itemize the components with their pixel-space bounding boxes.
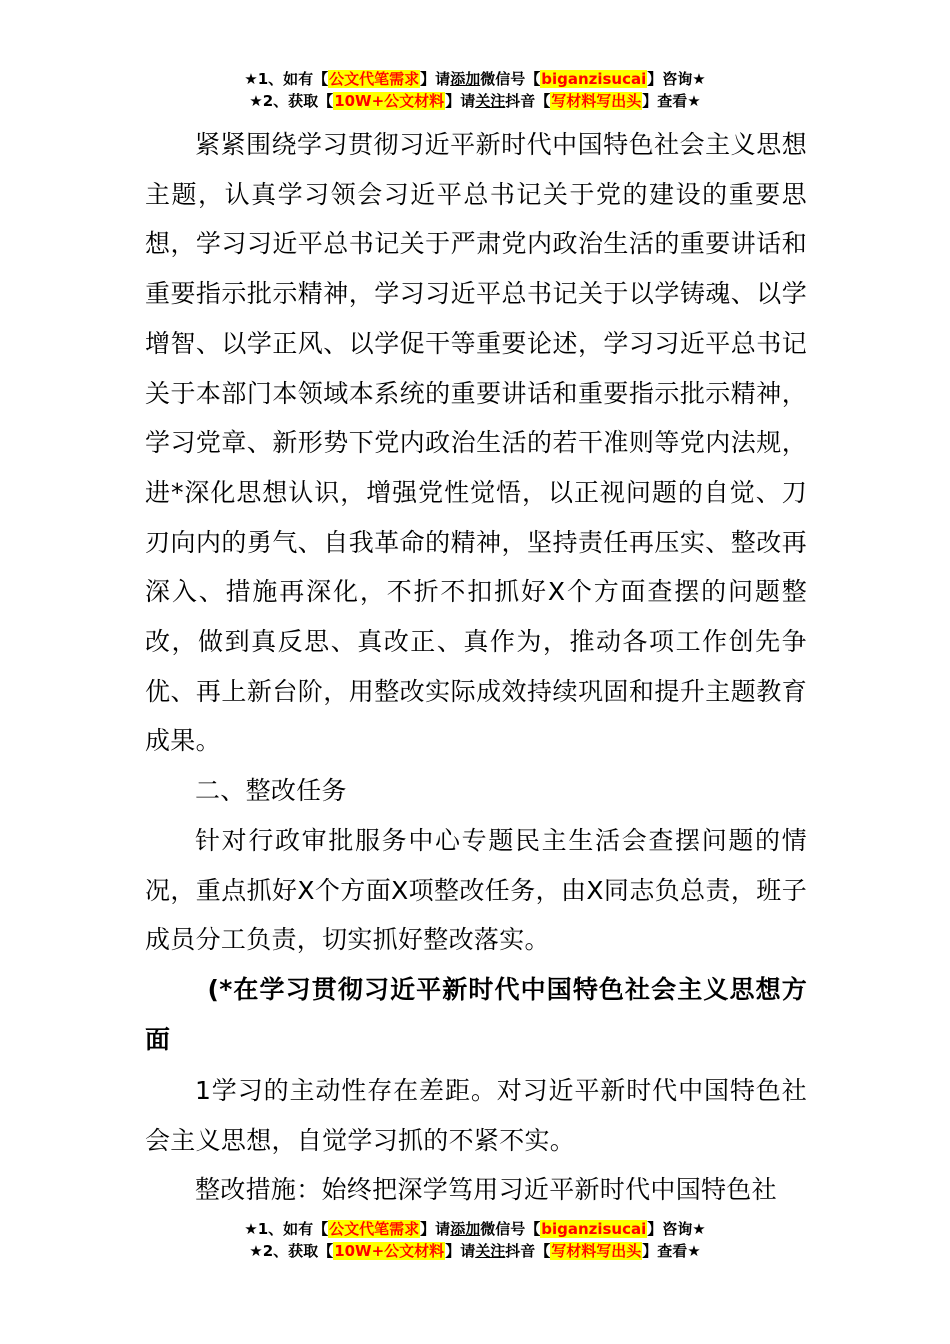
subsection-heading: (*在学习贯彻习近平新时代中国特色社会主义思想方面 (145, 974, 807, 1055)
paragraph-tasks: 针对行政审批服务中心专题民主生活会查摆问题的情况，重点抓好X个方面X项整改任务，由X同志负总责，班子成员分工负责，切实抓好整改落实。 (145, 825, 807, 955)
banner-line-1 (0, 1218, 950, 1240)
document-body (145, 120, 807, 1215)
banner-highlight: 10W+公文材料 (334, 92, 445, 110)
banner-line-1 (0, 68, 950, 90)
paragraph-intro: 紧紧围绕学习贯彻习近平新时代中国特色社会主义思想主题，认真学习领会习近平总书记关于党的建设的重要思想，学习习近平总书记关于严肃党内政治生活的重要讲话和重要指示批示精神，学习习近平总书记关于以学铸魂、以学增智、以学正风、以学促干等重要论述，学习习近平总书记关于本部门本领域本系统的重要讲话和重要指示批示精神，学习党章、新形势下党内政治生活的若干准则等党内法规，进*深化思想认识，增强党性觉悟，以正视问题的自觉、刀刃向内的勇气、自我革命的精神，坚持责任再压实、整改再深入、措施再深化，不折不扣抓好X个方面查摆的问题整改，做到真反思、真改正、真作为，推动各项工作创先争优、再上新台阶，用整改实际成效持续巩固和提升主题教育成果。 (145, 130, 807, 756)
banner-text: 】查看★ (642, 92, 701, 110)
banner-line-2 (0, 1240, 950, 1262)
banner-text: 】咨询★ (647, 70, 706, 88)
banner-underlined: 添加 (450, 70, 481, 88)
footer-banner (0, 1218, 950, 1262)
banner-text: 微信号【 (480, 70, 541, 88)
banner-text: 抖音【 (505, 92, 551, 110)
banner-text: 】请 (420, 1220, 451, 1238)
banner-underlined: 添加 (450, 1220, 481, 1238)
banner-text: 】请 (445, 92, 476, 110)
banner-underlined: 关注 (475, 92, 506, 110)
banner-highlight: 公文代笔需求 (329, 70, 420, 88)
banner-text: 微信号【 (480, 1220, 541, 1238)
banner-highlight: 10W+公文材料 (334, 1242, 445, 1260)
banner-text: 抖音【 (505, 1242, 551, 1260)
banner-text: ★1、如有【 (244, 1220, 329, 1238)
section-heading: 二、整改任务 (195, 776, 347, 806)
banner-highlight: biganzisucai (541, 1220, 647, 1238)
banner-text: 】查看★ (642, 1242, 701, 1260)
header-banner (0, 68, 950, 112)
banner-text: ★2、获取【 (249, 1242, 334, 1260)
banner-highlight: biganzisucai (541, 70, 647, 88)
paragraph-issue-1: 1学习的主动性存在差距。对习近平新时代中国特色社会主义思想，自觉学习抓的不紧不实。 (145, 1075, 807, 1155)
banner-text: ★2、获取【 (249, 92, 334, 110)
banner-highlight: 公文代笔需求 (329, 1220, 420, 1238)
banner-text: 】请 (445, 1242, 476, 1260)
banner-text: 】咨询★ (647, 1220, 706, 1238)
banner-highlight: 写材料写出头 (551, 92, 642, 110)
banner-line-2 (0, 90, 950, 112)
banner-highlight: 写材料写出头 (551, 1242, 642, 1260)
banner-underlined: 关注 (475, 1242, 506, 1260)
banner-text: ★1、如有【 (244, 70, 329, 88)
paragraph-measures: 整改措施：始终把深学笃用习近平新时代中国特色社 (195, 1175, 777, 1205)
banner-text: 】请 (420, 70, 451, 88)
